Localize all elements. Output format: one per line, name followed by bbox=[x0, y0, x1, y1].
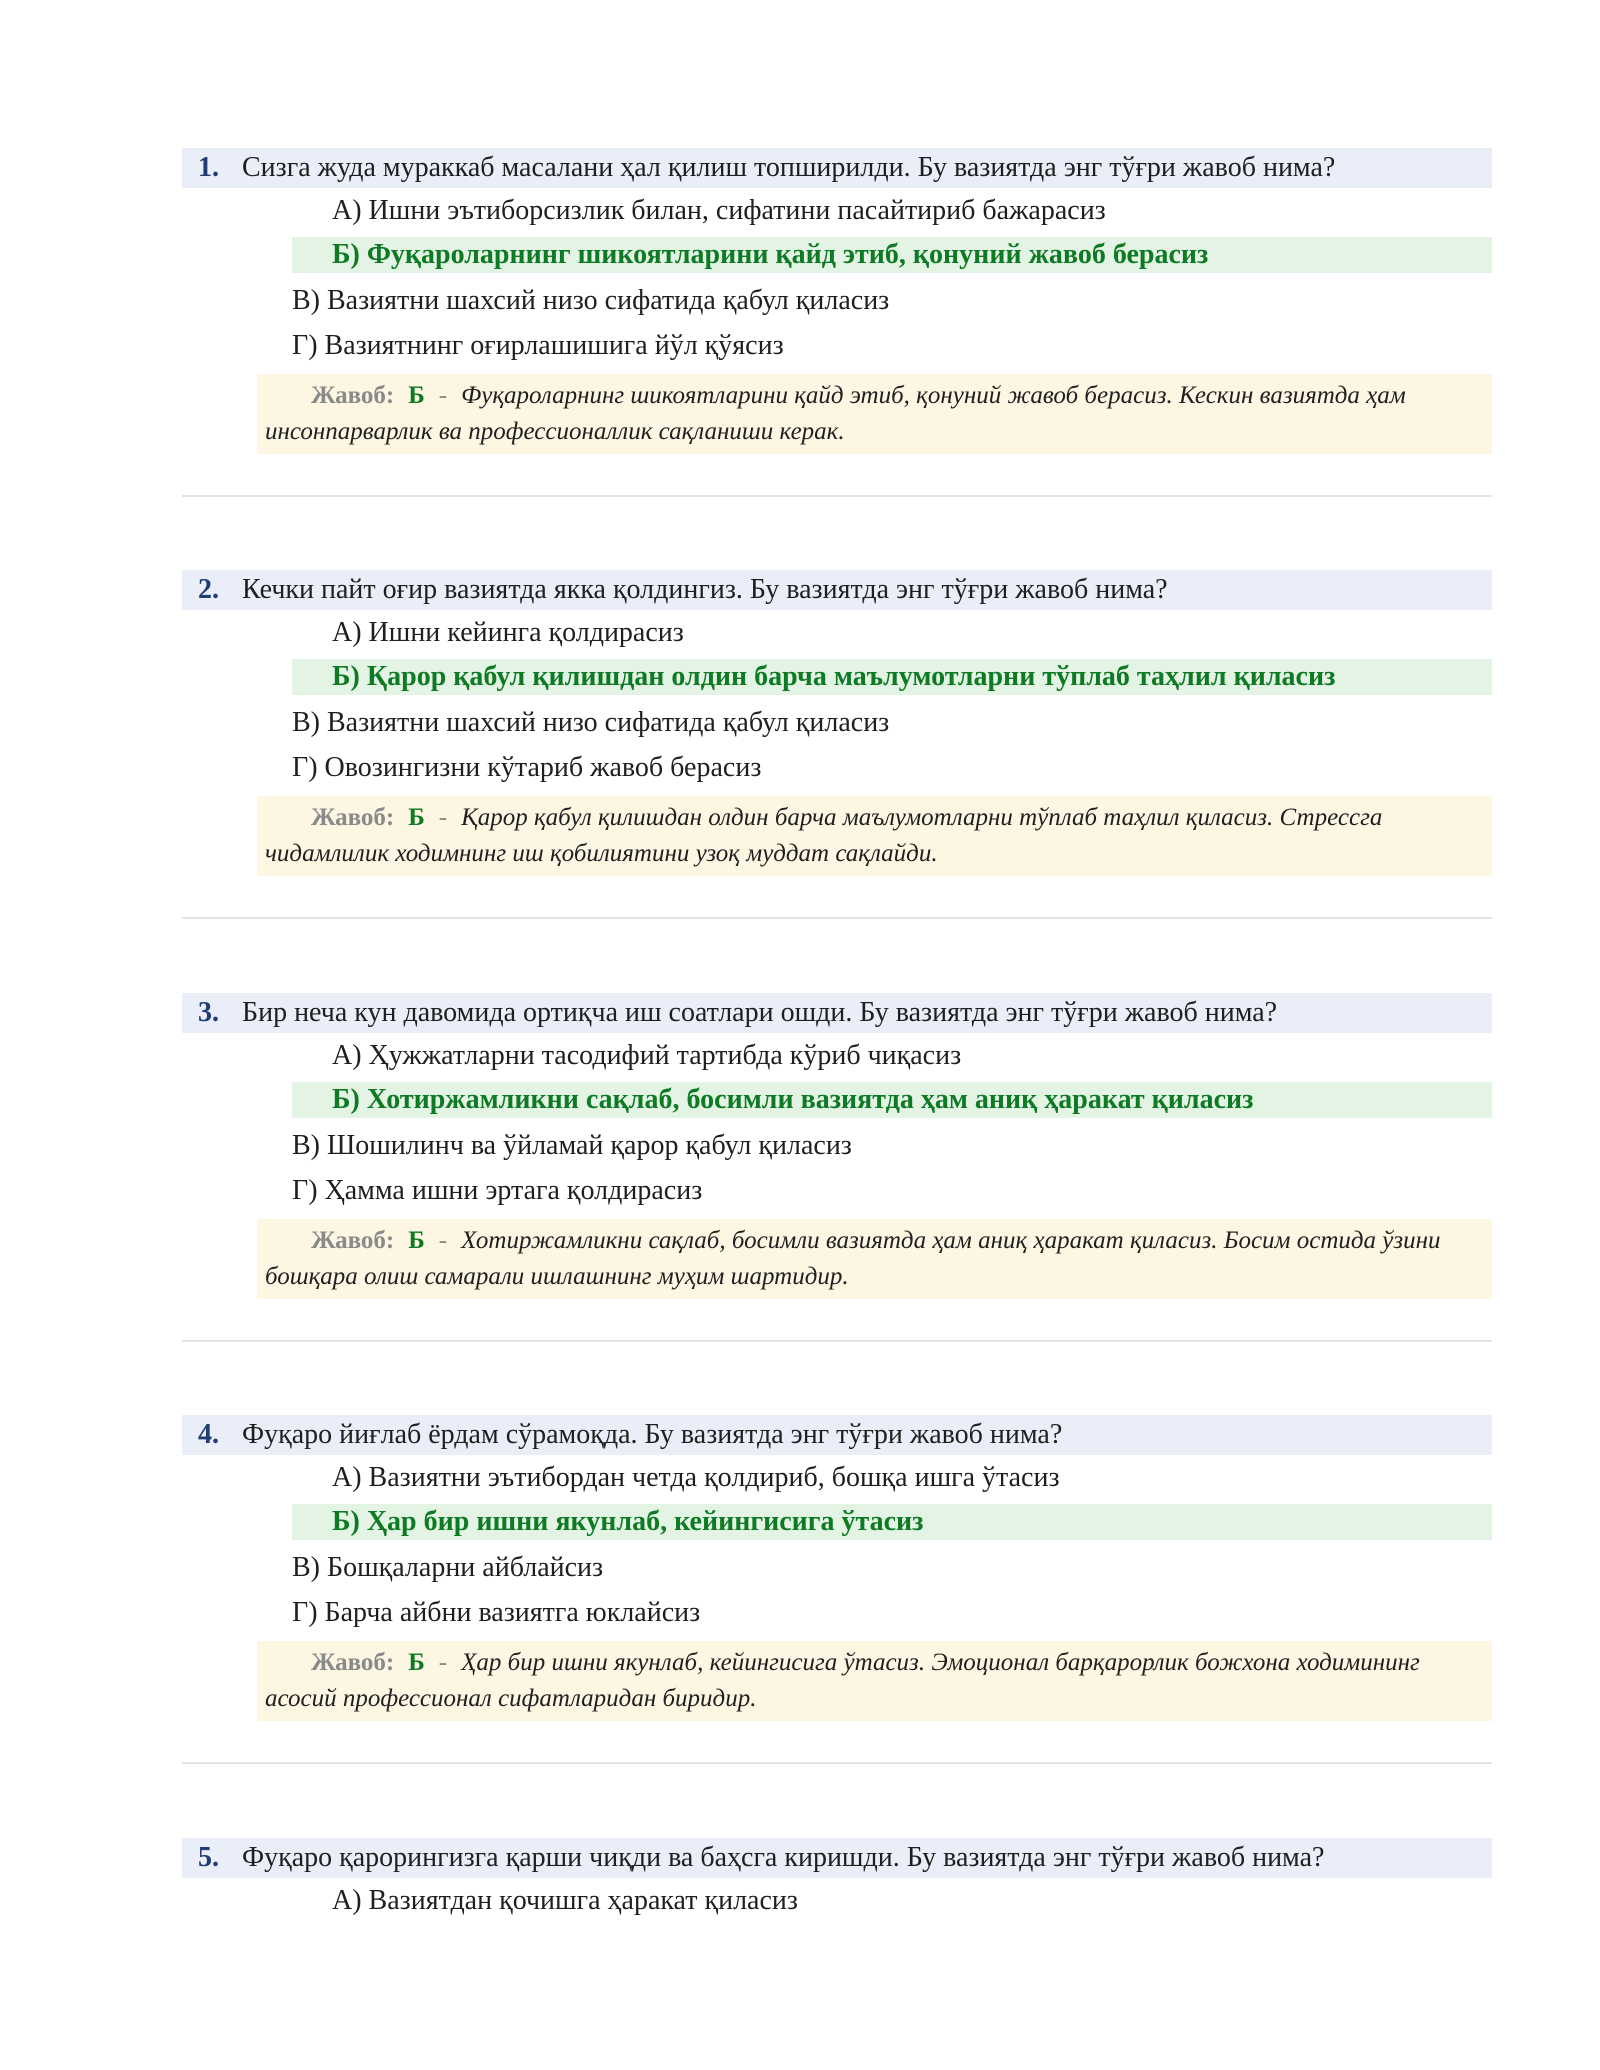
option-a: А) Ишни эътиборсизлик билан, сифатини пасайтириб бажарасиз bbox=[332, 195, 1106, 226]
option-a: А) Ҳужжатларни тасодифий тартибда кўриб чиқасиз bbox=[332, 1040, 962, 1071]
question-number: 1. bbox=[198, 152, 219, 183]
question-5 bbox=[182, 1838, 1492, 1923]
answer-label: Жавоб: bbox=[311, 1649, 395, 1676]
answer-box bbox=[257, 1219, 1492, 1299]
answer-text: Фуқароларнинг шикоятларини қайд этиб, қонуний жавоб берасиз. Кескин вазиятда ҳам инсонпарварлик ва профессионаллик сақланиши керак. bbox=[265, 382, 1406, 445]
question-number: 5. bbox=[198, 1842, 219, 1873]
question-header bbox=[182, 993, 1492, 1033]
answer-dash: - bbox=[438, 1649, 448, 1676]
question-text: Фуқаро йиғлаб ёрдам сўрамоқда. Бу вазиятда энг тўғри жавоб нима? bbox=[242, 1419, 1063, 1450]
option-v: В) Шошилинч ва ўйламай қарор қабул қиласиз bbox=[292, 1130, 852, 1161]
answer-text: Қарор қабул қилишдан олдин барча маълумотларни тўплаб таҳлил қиласиз. Стрессга чидамлилик ходимнинг иш қобилиятини узоқ муддат сақлайди. bbox=[265, 804, 1383, 867]
answer-letter: Б bbox=[408, 1227, 425, 1254]
answer-box bbox=[257, 1641, 1492, 1721]
divider bbox=[182, 1340, 1492, 1342]
option-g: Г) Вазиятнинг оғирлашишига йўл қўясиз bbox=[292, 330, 784, 361]
option-b-correct: Б) Ҳар бир ишни якунлаб, кейингисига ўтасиз bbox=[292, 1504, 1492, 1540]
option-g: Г) Ҳамма ишни эртага қолдирасиз bbox=[292, 1175, 703, 1206]
question-number: 3. bbox=[198, 997, 219, 1028]
question-header bbox=[182, 1838, 1492, 1878]
question-text: Фуқаро қарорингизга қарши чиқди ва баҳсга киришди. Бу вазиятда энг тўғри жавоб нима? bbox=[242, 1842, 1325, 1873]
answer-text: Хотиржамликни сақлаб, босимли вазиятда ҳам аниқ ҳаракат қиласиз. Босим остида ўзини бошқара олиш самарали ишлашнинг муҳим шартидир. bbox=[265, 1227, 1441, 1290]
question-text: Бир неча кун давомида ортиқча иш соатлари ошди. Бу вазиятда энг тўғри жавоб нима? bbox=[242, 997, 1278, 1028]
answer-label: Жавоб: bbox=[311, 382, 395, 409]
option-b-correct: Б) Қарор қабул қилишдан олдин барча маълумотларни тўплаб таҳлил қиласиз bbox=[292, 659, 1492, 695]
answer-letter: Б bbox=[408, 382, 425, 409]
question-header bbox=[182, 148, 1492, 188]
question-text: Кечки пайт оғир вазиятда якка қолдингиз. Бу вазиятда энг тўғри жавоб нима? bbox=[242, 574, 1168, 605]
divider bbox=[182, 1762, 1492, 1764]
question-3 bbox=[182, 993, 1492, 1299]
answer-box bbox=[257, 796, 1492, 876]
option-g: Г) Барча айбни вазиятга юклайсиз bbox=[292, 1597, 701, 1628]
answer-letter: Б bbox=[408, 804, 425, 831]
answer-dash: - bbox=[438, 1227, 448, 1254]
option-b-correct: Б) Фуқароларнинг шикоятларини қайд этиб, қонуний жавоб берасиз bbox=[292, 237, 1492, 273]
option-v: В) Вазиятни шахсий низо сифатида қабул қиласиз bbox=[292, 707, 890, 738]
question-2 bbox=[182, 570, 1492, 876]
option-b-correct: Б) Хотиржамликни сақлаб, босимли вазиятда ҳам аниқ ҳаракат қиласиз bbox=[292, 1082, 1492, 1118]
question-number: 2. bbox=[198, 574, 219, 605]
question-text: Сизга жуда мураккаб масалани ҳал қилиш топширилди. Бу вазиятда энг тўғри жавоб нима? bbox=[242, 152, 1336, 183]
question-1 bbox=[182, 148, 1492, 454]
answer-dash: - bbox=[438, 382, 448, 409]
answer-label: Жавоб: bbox=[311, 804, 395, 831]
divider bbox=[182, 917, 1492, 919]
divider bbox=[182, 495, 1492, 497]
question-header bbox=[182, 1415, 1492, 1455]
answer-box bbox=[257, 374, 1492, 454]
answer-dash: - bbox=[438, 804, 448, 831]
option-g: Г) Овозингизни кўтариб жавоб берасиз bbox=[292, 752, 762, 783]
answer-text: Ҳар бир ишни якунлаб, кейингисига ўтасиз. Эмоционал барқарорлик божхона ходимининг асосий профессионал сифатларидан биридир. bbox=[265, 1649, 1420, 1712]
question-4 bbox=[182, 1415, 1492, 1721]
option-a: А) Ишни кейинга қолдирасиз bbox=[332, 617, 684, 648]
answer-label: Жавоб: bbox=[311, 1227, 395, 1254]
option-v: В) Вазиятни шахсий низо сифатида қабул қиласиз bbox=[292, 285, 890, 316]
question-header bbox=[182, 570, 1492, 610]
answer-letter: Б bbox=[408, 1649, 425, 1676]
option-a: А) Вазиятдан қочишга ҳаракат қиласиз bbox=[332, 1885, 798, 1916]
question-number: 4. bbox=[198, 1419, 219, 1450]
option-a: А) Вазиятни эътибордан четда қолдириб, бошқа ишга ўтасиз bbox=[332, 1462, 1060, 1493]
option-v: В) Бошқаларни айблайсиз bbox=[292, 1552, 604, 1583]
